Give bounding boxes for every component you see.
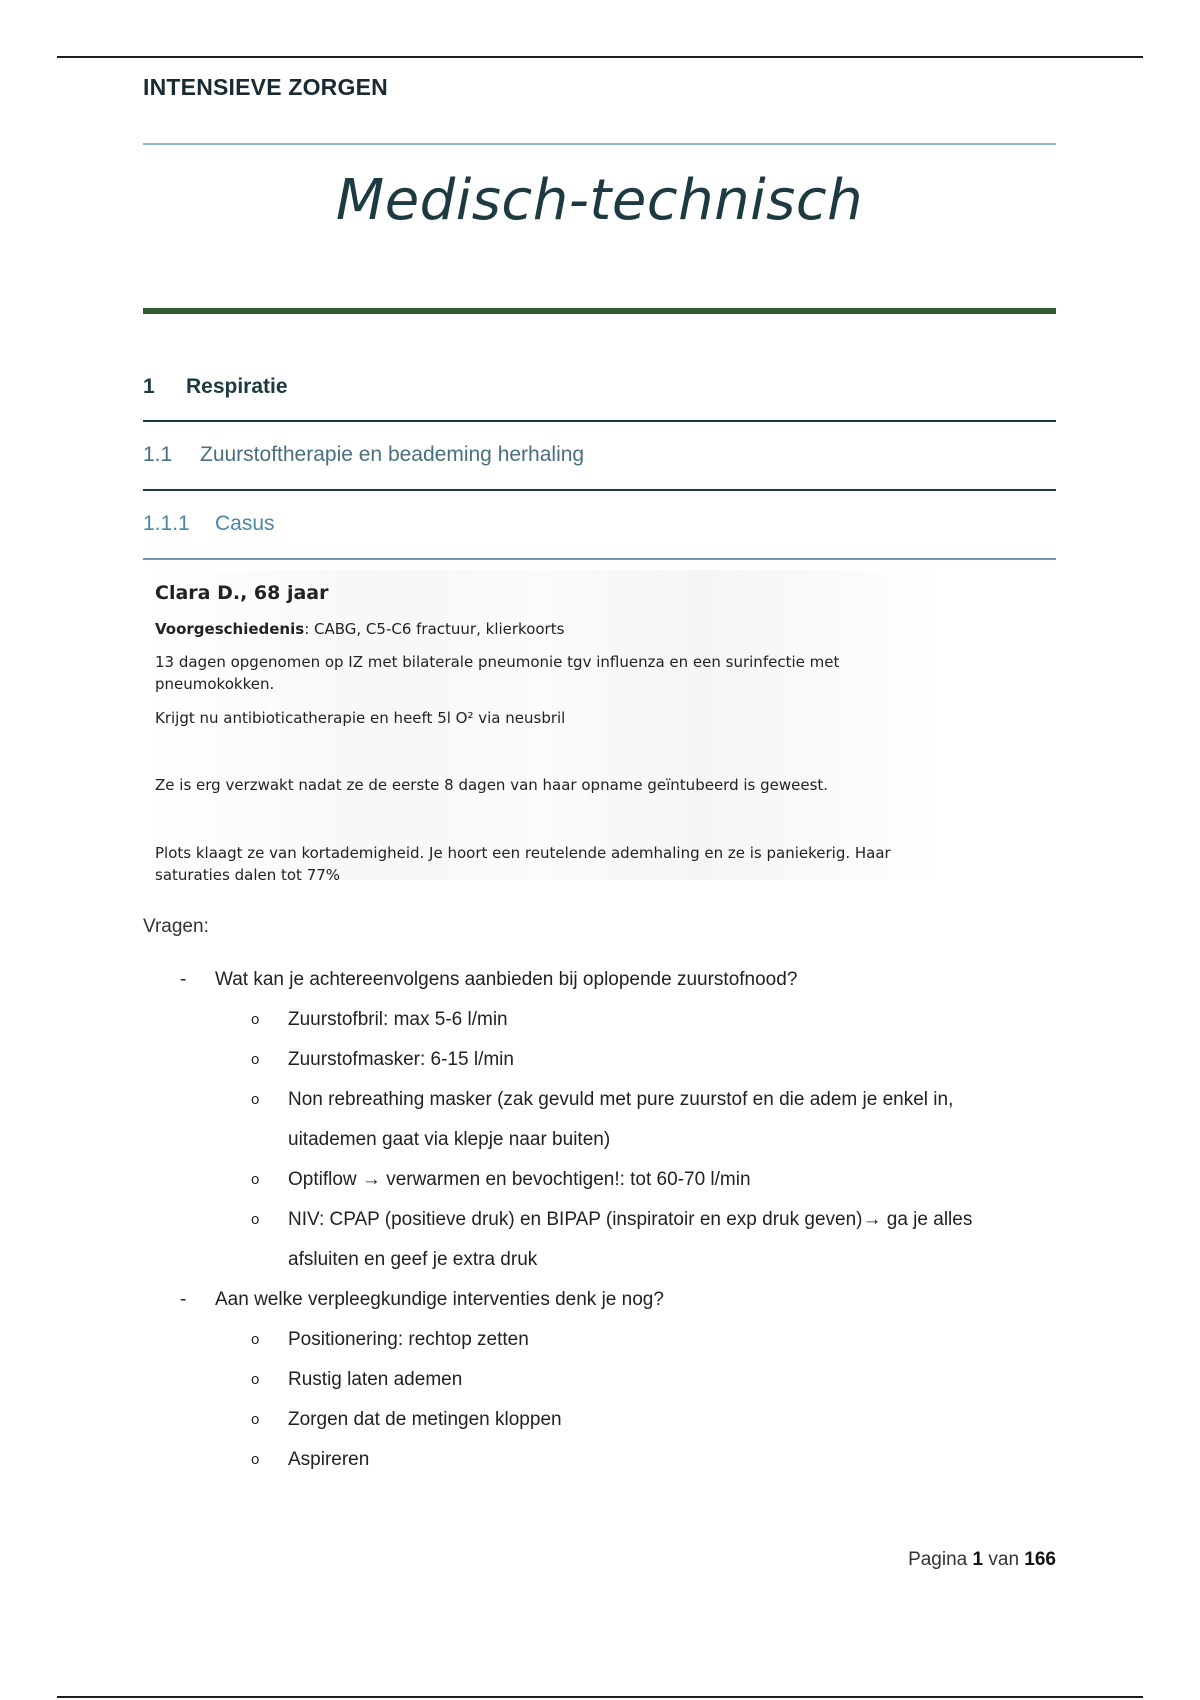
answer-item <box>143 1360 1056 1400</box>
circle-bullet-icon: o <box>251 1411 260 1428</box>
circle-bullet-icon: o <box>251 1171 260 1188</box>
answer-text: Zuurstofmasker: 6-15 l/min <box>288 1049 514 1070</box>
circle-bullet-icon: o <box>251 1091 260 1108</box>
answer-text: Positionering: rechtop zetten <box>288 1329 529 1350</box>
circle-bullet-icon: o <box>251 1371 260 1388</box>
history-value: : CABG, C5-C6 fractuur, klierkoorts <box>304 620 565 638</box>
page-current: 1 <box>972 1549 984 1570</box>
heading-1 <box>143 375 1056 399</box>
patient-name: Clara D., 68 jaar <box>155 582 329 604</box>
casus-paragraph-3: Ze is erg verzwakt nadat ze de eerste 8 dagen van haar opname geïntubeerd is geweest. <box>155 776 829 794</box>
heading-3-separator <box>143 558 1056 560</box>
question-item <box>143 960 1056 1280</box>
heading-1-text: Respiratie <box>186 375 288 398</box>
casus-box <box>145 570 943 884</box>
heading-2-separator <box>143 489 1056 491</box>
title-bottom-line <box>143 308 1056 314</box>
answer-item <box>143 1080 1056 1160</box>
answer-list <box>143 1320 1056 1480</box>
answer-item <box>143 1400 1056 1440</box>
answer-item <box>143 1200 1056 1280</box>
circle-bullet-icon: o <box>251 1051 260 1068</box>
heading-3-text: Casus <box>215 512 275 535</box>
question-item <box>143 1280 1056 1480</box>
page-bottom-rule <box>57 1696 1143 1698</box>
circle-bullet-icon: o <box>251 1331 260 1348</box>
patient-history <box>155 618 935 640</box>
dash-bullet-icon: - <box>180 1289 187 1310</box>
answer-text: Rustig laten ademen <box>288 1369 463 1390</box>
document-header: INTENSIEVE ZORGEN <box>143 74 388 100</box>
question-label: Aan welke verpleegkundige interventies denk je nog? <box>215 1289 664 1310</box>
page-total: 166 <box>1024 1549 1056 1570</box>
answer-item <box>143 1440 1056 1480</box>
page-number <box>908 1549 1056 1571</box>
heading-3-number: 1.1.1 <box>143 512 190 535</box>
answer-text: Optiflow → verwarmen en bevochtigen!: tot 60-70 l/min <box>288 1169 751 1190</box>
title-top-line <box>143 143 1056 145</box>
questions-label: Vragen: <box>143 916 209 937</box>
answer-item <box>143 1040 1056 1080</box>
answer-item <box>143 1000 1056 1040</box>
heading-3 <box>143 512 1056 536</box>
casus-paragraph-4: Plots klaagt ze van kortademigheid. Je hoort een reutelende ademhaling en ze is paniekerig. Haar saturaties dalen tot 77% <box>155 844 891 884</box>
question-text <box>143 960 1056 1000</box>
history-label: Voorgeschiedenis <box>155 620 305 638</box>
circle-bullet-icon: o <box>251 1451 260 1468</box>
casus-paragraph-2: Krijgt nu antibioticatherapie en heeft 5l O² via neusbril <box>155 709 566 727</box>
answer-list <box>143 1000 1056 1280</box>
page-top-rule <box>57 56 1143 58</box>
question-label: Wat kan je achtereenvolgens aanbieden bij oplopende zuurstofnood? <box>215 969 798 990</box>
document-title: Medisch-technisch <box>335 168 864 233</box>
answer-text: Non rebreathing masker (zak gevuld met pure zuurstof en die adem je enkel in, uitademen gaat via klepje naar buiten) <box>288 1089 954 1150</box>
answer-text: Aspireren <box>288 1449 370 1470</box>
question-text <box>143 1280 1056 1320</box>
answer-text: Zuurstofbril: max 5-6 l/min <box>288 1009 508 1030</box>
answer-text: NIV: CPAP (positieve druk) en BIPAP (inspiratoir en exp druk geven)→ ga je alles afsluiten en geef je extra druk <box>288 1209 973 1270</box>
heading-2-number: 1.1 <box>143 443 173 466</box>
answer-item <box>143 1320 1056 1360</box>
circle-bullet-icon: o <box>251 1211 260 1228</box>
heading-2 <box>143 443 1056 467</box>
questions-list <box>143 960 1056 1480</box>
page-label: Pagina <box>908 1549 968 1570</box>
answer-text: Zorgen dat de metingen kloppen <box>288 1409 562 1430</box>
casus-paragraph-1: 13 dagen opgenomen op IZ met bilaterale pneumonie tgv influenza en een surinfectie met pneumokokken. <box>155 653 840 693</box>
answer-item <box>143 1160 1056 1200</box>
dash-bullet-icon: - <box>180 969 187 990</box>
heading-2-text: Zuurstoftherapie en beademing herhaling <box>200 443 585 466</box>
page-separator: van <box>988 1549 1020 1570</box>
heading-1-separator <box>143 420 1056 422</box>
circle-bullet-icon: o <box>251 1011 260 1028</box>
heading-1-number: 1 <box>143 375 155 398</box>
